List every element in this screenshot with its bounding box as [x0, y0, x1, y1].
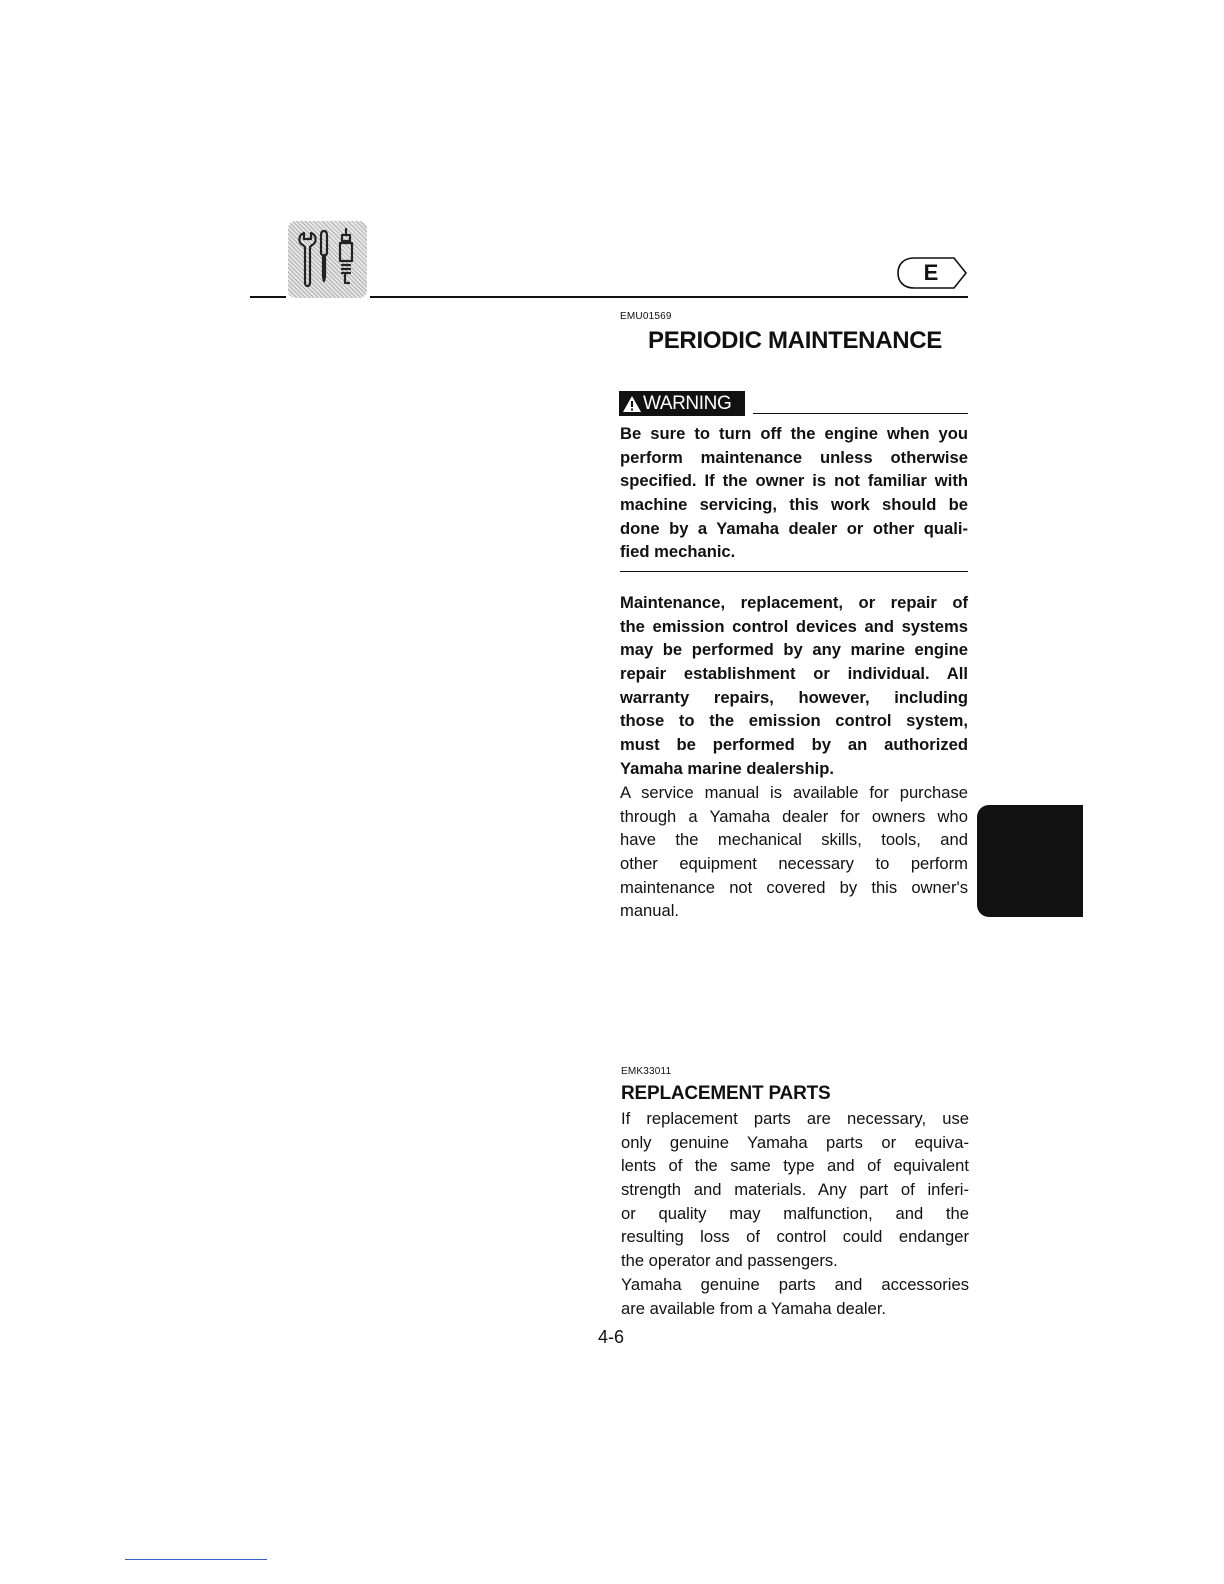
wrench-spark-plug-icon — [288, 221, 367, 298]
paragraph-line: Yamaha marine dealership. — [620, 758, 834, 778]
warning-rule — [753, 413, 968, 414]
paragraph-line: A service manual is available for purchase — [620, 783, 968, 802]
service-manual-paragraph — [620, 781, 968, 923]
paragraph-line: those to the emission control system, — [620, 711, 968, 731]
paragraph-line: or quality may malfunction, and the — [621, 1203, 969, 1223]
paragraph-line: other equipment necessary to perform — [620, 854, 968, 874]
paragraph-line: strength and materials. Any part of inferi- — [621, 1180, 969, 1200]
section-code: EMK33011 — [621, 1066, 672, 1077]
replacement-paragraph — [621, 1107, 969, 1273]
paragraph-line: only genuine Yamaha parts or equiva- — [621, 1132, 969, 1152]
header-rule — [370, 296, 968, 298]
paragraph-line: repair establishment or individual. All — [620, 664, 968, 684]
paragraph-line: lents of the same type and of equivalent — [621, 1156, 969, 1176]
warning-line: perform maintenance unless otherwise — [620, 447, 968, 467]
paragraph-line: Yamaha genuine parts and accessories — [621, 1275, 969, 1294]
paragraph-line: If replacement parts are necessary, use — [621, 1109, 969, 1128]
page-number: 4-6 — [598, 1327, 625, 1347]
paragraph-line: may be performed by any marine engine — [620, 640, 968, 660]
section-code: EMU01569 — [620, 311, 672, 322]
genuine-parts-paragraph — [621, 1273, 969, 1320]
paragraph-line: the operator and passengers. — [621, 1251, 838, 1271]
language-badge: E — [923, 260, 939, 285]
warning-end-rule — [620, 571, 968, 572]
paragraph-line: warranty repairs, however, including — [620, 687, 968, 707]
warning-text — [620, 422, 968, 564]
warning-line: machine servicing, this work should be — [620, 495, 968, 515]
header-rule-left — [250, 296, 286, 298]
paragraph-line: have the mechanical skills, tools, and — [620, 830, 968, 850]
paragraph-line: the emission control devices and systems — [620, 616, 968, 636]
paragraph-line: Maintenance, replacement, or repair of — [620, 593, 968, 612]
paragraph-line: maintenance not covered by this owner's — [620, 877, 968, 897]
warning-line: specified. If the owner is not familiar with — [620, 471, 968, 491]
warning-line: done by a Yamaha dealer or other quali- — [620, 518, 968, 538]
section-title: REPLACEMENT PARTS — [621, 1083, 831, 1104]
paragraph-line: resulting loss of control could endanger — [621, 1227, 969, 1247]
emission-paragraph — [620, 591, 968, 781]
footer-link-underline[interactable] — [125, 1559, 267, 1560]
page-title: PERIODIC MAINTENANCE — [648, 327, 943, 354]
paragraph-line: manual. — [620, 901, 680, 921]
paragraph-line: through a Yamaha dealer for owners who — [620, 806, 968, 826]
warning-line: Be sure to turn off the engine when you — [620, 424, 968, 443]
warning-triangle-icon — [621, 393, 643, 415]
paragraph-line: are available from a Yamaha dealer. — [621, 1298, 887, 1318]
warning-label: WARNING — [643, 393, 732, 414]
warning-line: fied mechanic. — [620, 542, 736, 562]
paragraph-line: must be performed by an authorized — [620, 735, 968, 755]
chapter-tab — [977, 805, 1083, 917]
warning-badge — [619, 391, 745, 416]
